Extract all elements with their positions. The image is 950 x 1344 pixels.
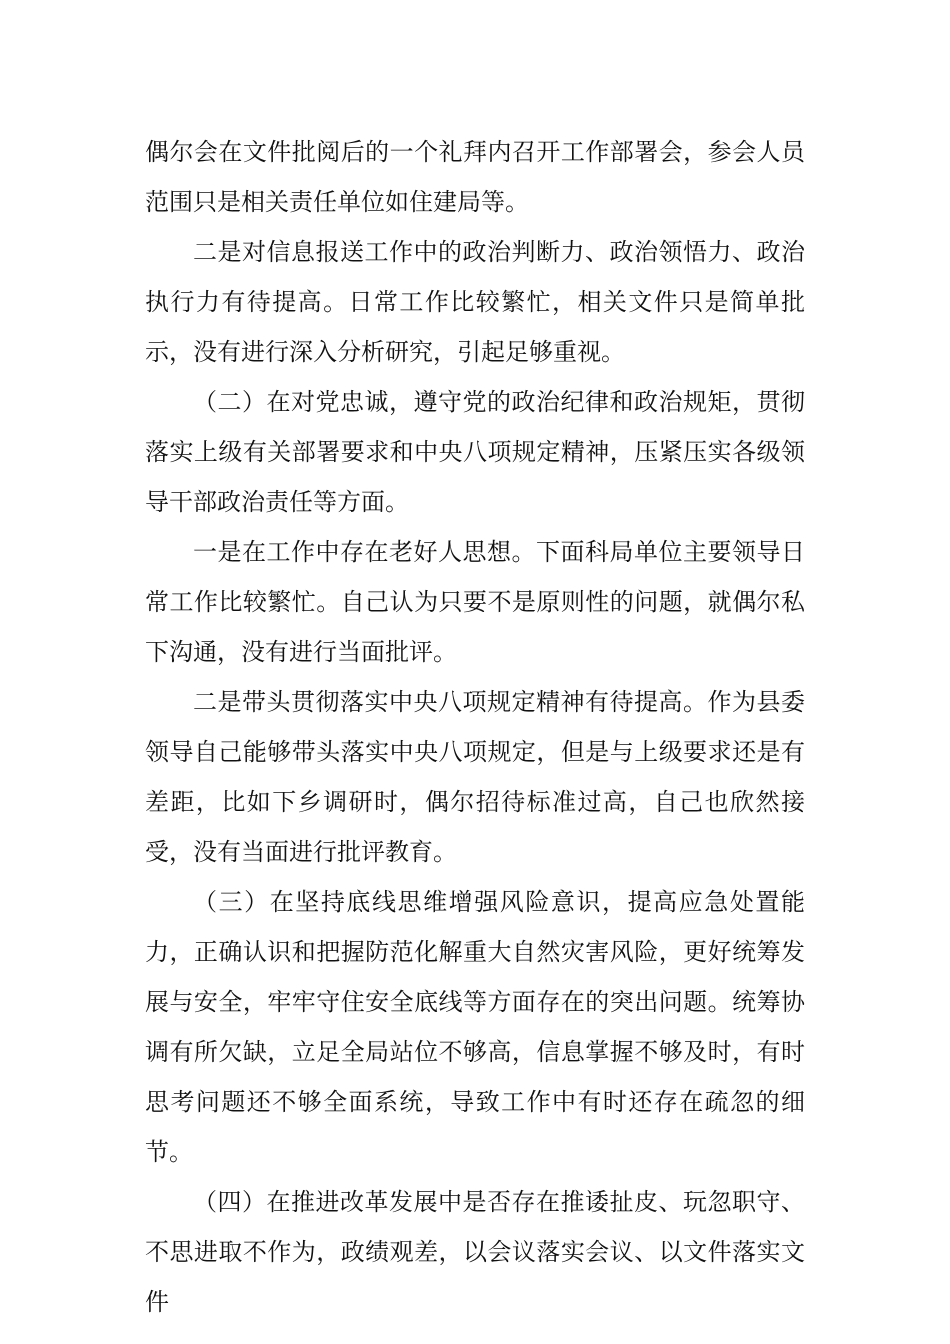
paragraph-information-reporting: 二是对信息报送工作中的政治判断力、政治领悟力、政治执行力有待提高。日常工作比较繁忙，相关文件只是简单批示，没有进行深入分析研究，引起足够重视。 [145,238,805,366]
paragraph-eight-regulations: 二是带头贯彻落实中央八项规定精神有待提高。作为县委领导自己能够带头落实中央八项规定，但是与上级要求还是有差距，比如下乡调研时，偶尔招待标准过高，自己也欣然接受，没有当面进行批评教育。 [145,688,805,866]
paragraph-section-four: （四）在推进改革发展中是否存在推诿扯皮、玩忽职守、不思进取不作为，政绩观差，以会议落实会议、以文件落实文件 [145,1188,805,1316]
paragraph-section-two-heading: （二）在对党忠诚，遵守党的政治纪律和政治规矩，贯彻落实上级有关部署要求和中央八项规定精神，压紧压实各级领导干部政治责任等方面。 [145,388,805,516]
paragraph-section-three: （三）在坚持底线思维增强风险意识，提高应急处置能力，正确认识和把握防范化解重大自然灾害风险，更好统筹发展与安全，牢牢守住安全底线等方面存在的突出问题。统筹协调有所欠缺，立足全局站位不够高，信息掌握不够及时，有时思考问题还不够全面系统，导致工作中有时还存在疏忽的细节。 [145,888,805,1166]
paragraph-continuation: 偶尔会在文件批阅后的一个礼拜内召开工作部署会，参会人员范围只是相关责任单位如住建局等。 [145,138,805,216]
paragraph-nice-person-mindset: 一是在工作中存在老好人思想。下面科局单位主要领导日常工作比较繁忙。自己认为只要不是原则性的问题，就偶尔私下沟通，没有进行当面批评。 [145,538,805,666]
document-body [145,127,805,1327]
